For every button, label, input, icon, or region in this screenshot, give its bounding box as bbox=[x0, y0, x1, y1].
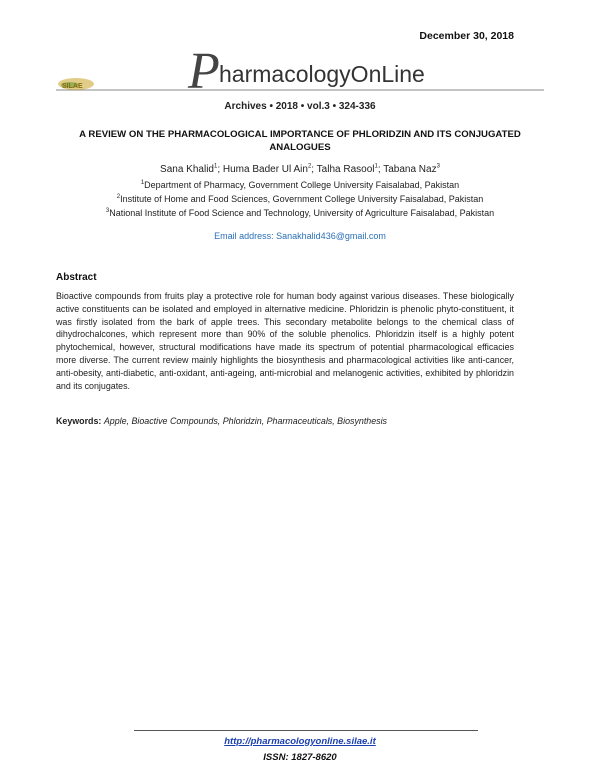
abstract-heading: Abstract bbox=[56, 272, 97, 283]
issn: ISSN: 1827-8620 bbox=[263, 752, 337, 763]
journal-masthead bbox=[56, 44, 544, 96]
journal-logo bbox=[56, 44, 544, 96]
journal-url-link[interactable]: http://pharmacologyonline.silae.it bbox=[224, 736, 376, 747]
article-title bbox=[60, 128, 540, 154]
silae-logo-text: SILAE bbox=[62, 83, 83, 90]
journal-initial: P bbox=[188, 44, 220, 96]
affiliation: $^1$Department of Pharmacy, Government College University Faisalabad, Pakistan bbox=[140, 180, 460, 190]
author: Sana Khalid$^1$; bbox=[160, 163, 223, 175]
article-title-line: A REVIEW ON THE PHARMACOLOGICAL IMPORTANCE OF PHLORIDZIN AND ITS CONJUGATED bbox=[79, 129, 521, 140]
affiliation: $^2$Institute of Home and Food Sciences, Government College University Faisalabad, Pakistan bbox=[116, 194, 484, 204]
corresponding-email[interactable]: Email address: Sanakhalid436@gmail.com bbox=[214, 231, 386, 241]
author: Tabana Naz$^3$ bbox=[383, 163, 440, 175]
keywords-label: Keywords: bbox=[56, 416, 102, 426]
author: Huma Bader Ul Ain$^2$; bbox=[222, 163, 317, 175]
author-list bbox=[0, 164, 600, 175]
author: Talha Rasool$^1$; bbox=[316, 163, 384, 175]
keywords bbox=[56, 416, 526, 426]
publication-date: December 30, 2018 bbox=[419, 30, 514, 42]
affiliation: $^3$National Institute of Food Science and Technology, University of Agriculture Faisalabad, Pakistan bbox=[105, 208, 495, 218]
journal-name: harmacologyOnLine bbox=[219, 61, 425, 87]
keywords-list: Apple, Bioactive Compounds, Phloridzin, Pharmaceuticals, Biosynthesis bbox=[103, 416, 387, 426]
abstract-text: Bioactive compounds from fruits play a protective role for human body against various diseases. These biologically active constituents can be isolated and employed in alternative medicine. Phloridzin is phenolic phyto-constituent, it was firstly isolated from the bark of apple trees. This secondary metabolite belongs to the chemical class of dihydrochalcones, which represent more than 90% of the soluble phenolics. Phloridzin itself is a highly potent phytochemical, however, structural modifications have made its spectrum of potential pharmacological efficacies more diverse. The current review mainly highlights the biosynthesis and pharmacological activities like anti-cancer, anti-obesity, anti-diabetic, anti-oxidant, anti-ageing, anti-microbial and melanogenic activities, exhibited by phloridzin and its conjugates. bbox=[56, 291, 514, 391]
article-title-line: ANALOGUES bbox=[269, 142, 331, 153]
footer-rule bbox=[134, 730, 478, 731]
archives-line: Archives • 2018 • vol.3 • 324-336 bbox=[224, 101, 376, 112]
